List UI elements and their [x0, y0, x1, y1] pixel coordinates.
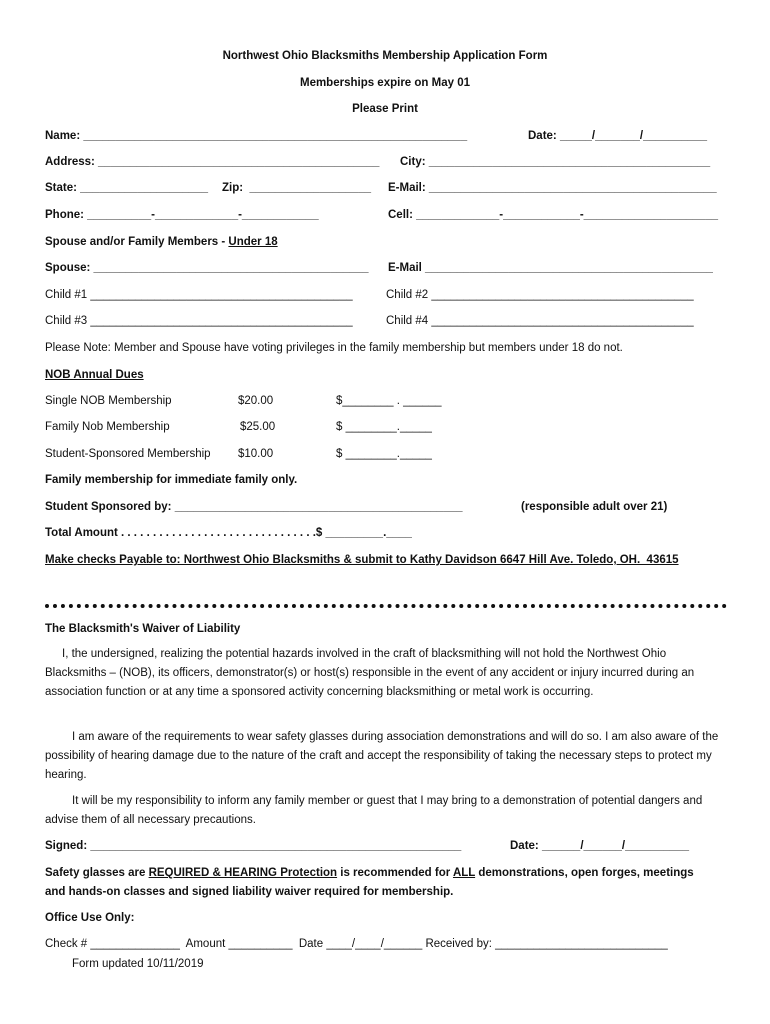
- membership-expiry: Memberships expire on May 01: [299, 77, 470, 89]
- office-use-fields[interactable]: Check # ______________ Amount __________ Date ____/____/______ Received by: ___________________________: [45, 938, 668, 950]
- dues-row-amount[interactable]: $ ________._____: [336, 448, 432, 460]
- waiver-heading: The Blacksmith's Waiver of Liability: [45, 623, 241, 635]
- child1-field[interactable]: Child #1 _________________________________________: [45, 289, 353, 301]
- safety-notice: [45, 866, 694, 880]
- address-field[interactable]: Address: ____________________________________________: [45, 156, 380, 168]
- dues-row-amount[interactable]: $________ . ______: [336, 395, 442, 407]
- dues-row-price: $25.00: [240, 421, 276, 433]
- child3-field[interactable]: Child #3 _________________________________________: [45, 315, 353, 327]
- dues-row-price: $20.00: [238, 395, 274, 407]
- child4-field[interactable]: Child #4 _________________________________________: [386, 315, 694, 327]
- zip-field[interactable]: Zip: ___________________: [222, 182, 371, 194]
- state-field[interactable]: State: ____________________: [45, 182, 209, 194]
- city-field[interactable]: City: ____________________________________________: [400, 156, 711, 168]
- cell-field[interactable]: Cell: _____________-____________-_____________________: [388, 209, 718, 221]
- dues-row-label: Family Nob Membership: [45, 421, 170, 433]
- form-title: Northwest Ohio Blacksmiths Membership Application Form: [222, 50, 548, 62]
- safety-required: REQUIRED & HEARING Protection: [148, 867, 338, 879]
- payment-instructions: Make checks Payable to: Northwest Ohio Blacksmiths & submit to Kathy Davidson 6647 Hill Ave. Toledo, OH. 43615: [45, 554, 679, 566]
- family-only-note: Family membership for immediate family only.: [45, 474, 298, 486]
- dues-row-amount[interactable]: $ ________._____: [336, 421, 432, 433]
- dues-row-price: $10.00: [238, 448, 274, 460]
- dues-row-label: Single NOB Membership: [45, 395, 172, 407]
- safety-text-mid: is recommended for: [337, 867, 453, 879]
- safety-notice-line2: and hands-on classes and signed liability waiver required for membership.: [45, 886, 454, 898]
- dues-heading: NOB Annual Dues: [45, 369, 144, 381]
- child2-field[interactable]: Child #2 _________________________________________: [386, 289, 694, 301]
- student-sponsor-field[interactable]: Student Sponsored by: _____________________________________________: [45, 501, 463, 513]
- spouse-email-field[interactable]: E-Mail _____________________________________________: [388, 262, 713, 274]
- date-field[interactable]: Date: _____/_______/__________: [528, 130, 708, 142]
- family-heading-under18: Under 18: [228, 236, 278, 248]
- family-heading-text: Spouse and/or Family Members -: [45, 236, 229, 248]
- signature-date-field[interactable]: Date: ______/______/__________: [510, 840, 690, 852]
- please-print: Please Print: [352, 103, 418, 115]
- waiver-paragraph-2: I am aware of the requirements to wear safety glasses during association demonstrations and will do so. I am also aware of the possibility of hearing damage due to the nature of the craft and accept the responsibility of taking the necessary steps to protect my hearing.: [45, 731, 719, 781]
- waiver-paragraph-1: I, the undersigned, realizing the potential hazards involved in the craft of blacksmithing will not hold the Northwest Ohio Blacksmiths – (NOB), its officers, demonstrator(s) or host(s) responsible in the event of any accident or injury incurred during an association function or at any time a sponsored activity concerning blacksmithing or metal work is occurring.: [45, 648, 695, 698]
- safety-text-pre: Safety glasses are: [45, 867, 149, 879]
- signature-field[interactable]: Signed: __________________________________________________________: [45, 840, 462, 852]
- family-heading: [45, 235, 278, 249]
- responsible-adult-note: (responsible adult over 21): [521, 501, 668, 513]
- form-updated-date: Form updated 10/11/2019: [72, 958, 204, 970]
- dotted-divider: [45, 604, 727, 608]
- spouse-field[interactable]: Spouse: ___________________________________________: [45, 262, 369, 274]
- phone-field[interactable]: Phone: __________-_____________-____________: [45, 209, 319, 221]
- dues-row-label: Student-Sponsored Membership: [45, 448, 211, 460]
- office-use-heading: Office Use Only:: [45, 912, 135, 924]
- safety-text-post: demonstrations, open forges, meetings: [475, 867, 694, 879]
- waiver-paragraph-3: It will be my responsibility to inform any family member or guest that I may bring to a demonstration of potential dangers and advise them of all necessary precautions.: [45, 795, 703, 826]
- name-field[interactable]: Name: ____________________________________________________________: [45, 130, 468, 142]
- safety-all: ALL: [452, 867, 476, 879]
- total-amount-field[interactable]: Total Amount . . . . . . . . . . . . . . . . . . . . . . . . . . . . . . .$ _________.____: [45, 527, 412, 539]
- voting-note: Please Note: Member and Spouse have voting privileges in the family membership but members under 18 do not.: [45, 342, 623, 354]
- email-field[interactable]: E-Mail: _____________________________________________: [388, 182, 717, 194]
